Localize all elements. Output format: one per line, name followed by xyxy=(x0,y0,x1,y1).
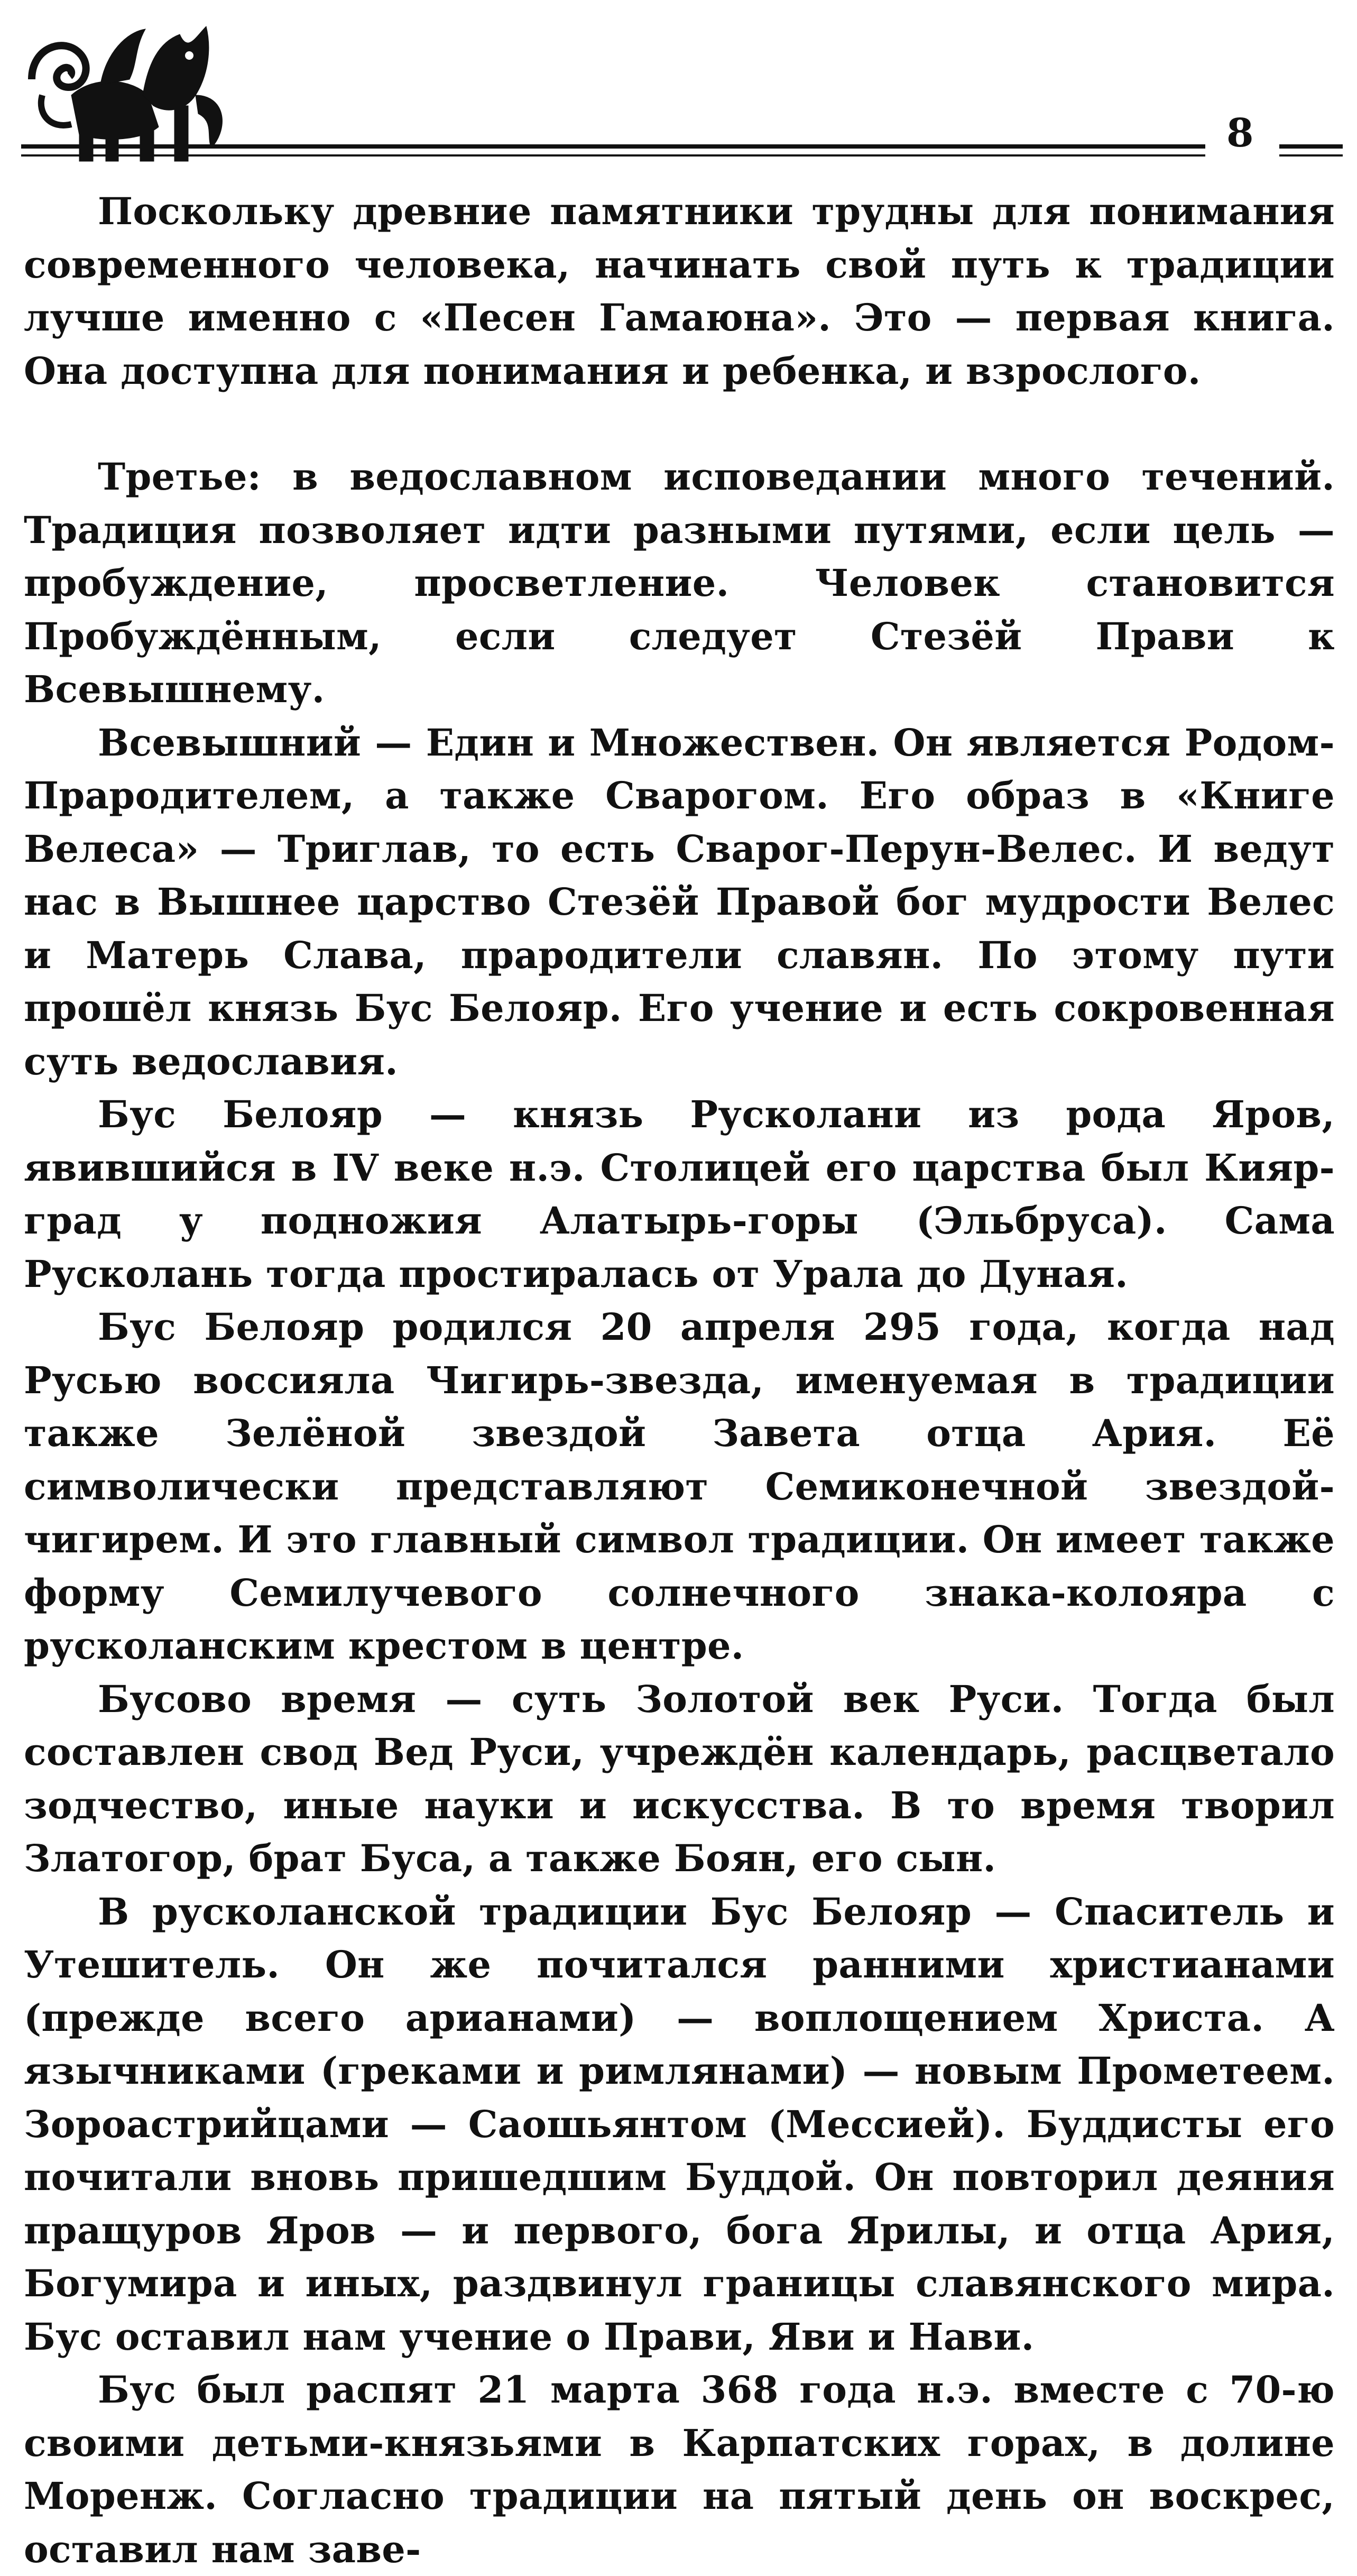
paragraph-text: Бусово время — суть Золотой век Руси. Тогда был составлен свод Вед Руси, учреждён календарь, расцветало зодчество, иные науки и искусства. В то время творил Златогор, брат Буса, а также Боян, его сын. xyxy=(24,1677,1335,1880)
paragraph xyxy=(24,716,1335,1089)
page-header xyxy=(21,16,1343,174)
header-rule-short xyxy=(1279,144,1343,149)
paragraph xyxy=(24,450,1335,716)
paragraph-text: в ведославном исповедании много течений. Традиция позволяет идти разными путями, если цель — пробуждение, просветление. Человек становится Пробуждённым, если следует Стезёй Прави к Всевышнему. xyxy=(24,455,1335,711)
page-number: 8 xyxy=(1226,111,1254,156)
body-text xyxy=(24,185,1335,2576)
paragraph xyxy=(24,2363,1335,2576)
paragraph xyxy=(24,1088,1335,1301)
paragraph-lead: Третье: xyxy=(98,455,261,499)
paragraph-text: Всевышний — Един и Множествен. Он является Родом-Прародителем, а также Сварогом. Его образ в «Книге Велеса» — Триглав, то есть Сварог-Перун-Велес. И ведут нас в Вышнее царство Стезёй Правой бог мудрости Велес и Матерь Слава, прародители славян. По этому пути прошёл князь Бус Белояр. Его учение и есть сокровенная суть ведославия. xyxy=(24,720,1335,1083)
header-rule-long-lower xyxy=(21,154,1205,157)
paragraph xyxy=(24,1673,1335,1885)
paragraph xyxy=(24,1885,1335,2364)
paragraph-text: Поскольку древние памятники трудны для понимания современного человека, начинать свой путь к традиции лучше именно с «Песен Гамаюна». Это — первая книга. Она доступна для понимания и ребенка, и взрослого. xyxy=(24,189,1335,393)
paragraph-text: Бус Белояр родился 20 апреля 295 года, когда над Русью воссияла Чигирь-звезда, именуемая в традиции также Зелёной звездой Завета отца Ария. Её символически представляют Семиконечной звездой-чигирем. И это главный символ традиции. Он имеет также форму Семилучевого солнечного знака-колояра с русколанским крестом в центре. xyxy=(24,1305,1335,1668)
paragraph-text: Бус Белояр — князь Русколани из рода Яров, явившийся в IV веке н.э. Столицей его царства был Кияр-град у подножия Алатырь-горы (Эльбруса). Сама Русколань тогда простиралась от Урала до Дуная. xyxy=(24,1092,1335,1296)
header-rule-short-lower xyxy=(1279,154,1343,157)
paragraph xyxy=(24,1301,1335,1673)
header-rule-long xyxy=(21,144,1205,149)
paragraph-text: Бус был распят 21 марта 368 года н.э. вместе с 70-ю своими детьми-князьями в Карпатских горах, в долине Моренж. Согласно традиции на пятый день он воскрес, оставил нам заве- xyxy=(24,2368,1335,2571)
paragraph xyxy=(24,185,1335,398)
paragraph-text: В русколанской традиции Бус Белояр — Спаситель и Утешитель. Он же почитался ранними христианами (прежде всего арианами) — воплощением Христа. А язычниками (греками и римлянами) — новым Прометеем. Зороастрийцами — Саошьянтом (Мессией). Буддисты его почитали вновь пришедшим Буддой. Он повторил деяния пращуров Яров — и первого, бога Ярилы, и отца Ария, Богумира и иных, раздвинул границы славянского мира. Бус оставил нам учение о Прави, Яви и Нави. xyxy=(24,1889,1335,2359)
